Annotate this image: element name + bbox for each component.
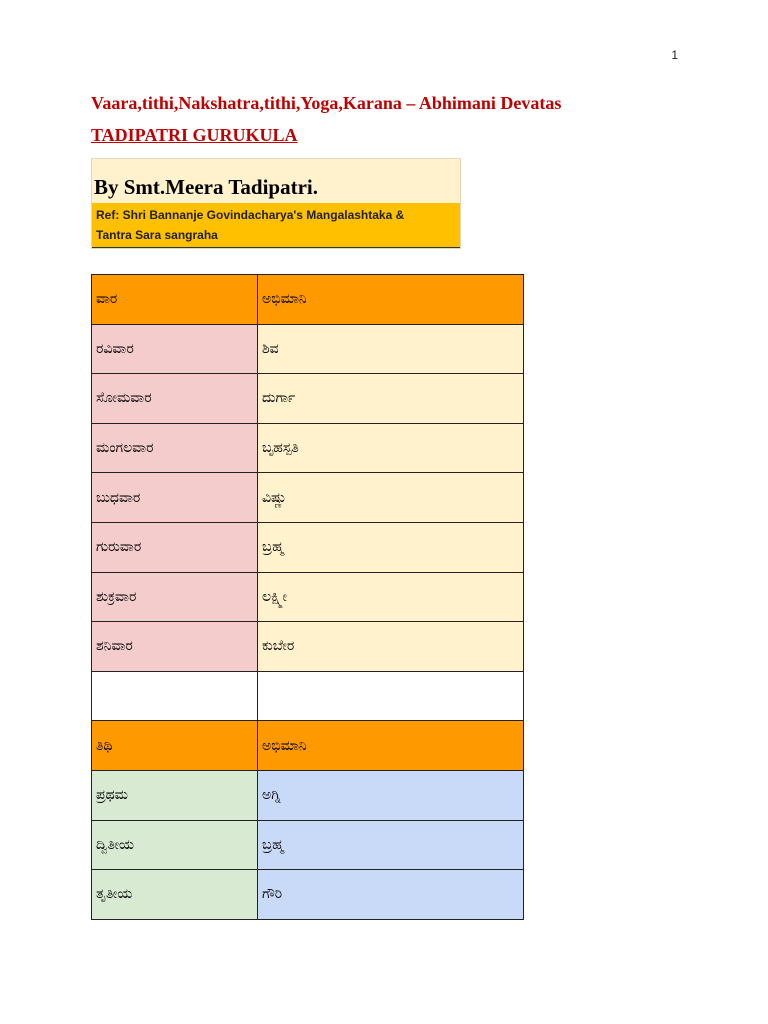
abhimani-cell: ದುರ್ಗಾ xyxy=(258,374,524,424)
document-title: Vaara,tithi,Nakshatra,tithi,Yoga,Karana – Abhimani Devatas xyxy=(91,93,562,113)
vara-cell: ಬುಧವಾರ xyxy=(92,473,258,523)
table-row xyxy=(92,473,524,523)
table-row xyxy=(92,522,524,572)
author-box xyxy=(91,158,461,249)
abhimani-header-cell: ಅಭಿಮಾನಿ xyxy=(258,275,524,325)
tithi-header-cell: ತಿಥಿ xyxy=(92,721,258,771)
abhimani-cell: ಶಿವ xyxy=(258,324,524,374)
abhimani-cell: ಬ್ರಹ್ಮ xyxy=(258,522,524,572)
tithi-cell: ಪ್ರಥಮ xyxy=(92,770,258,820)
blank-cell xyxy=(92,671,258,721)
table-row xyxy=(92,770,524,820)
document-subtitle: TADIPATRI GURUKULA xyxy=(91,125,298,145)
vara-cell: ಗುರುವಾರ xyxy=(92,522,258,572)
abhimani-cell: ಬ್ರಹ್ಮ xyxy=(258,820,524,870)
abhimani-cell: ಬೃಹಸ್ಪತಿ xyxy=(258,423,524,473)
vara-cell: ಶನಿವಾರ xyxy=(92,622,258,672)
abhimani-cell: ಕುಬೇರ xyxy=(258,622,524,672)
vara-cell: ರವಿವಾರ xyxy=(92,324,258,374)
vara-cell: ಸೋಮವಾರ xyxy=(92,374,258,424)
reference-note xyxy=(92,203,460,248)
blank-row xyxy=(92,671,524,721)
table-row xyxy=(92,374,524,424)
abhimani-header-cell: ಅಭಿಮಾನಿ xyxy=(258,721,524,771)
abhimani-cell: ವಿಷ್ಣು xyxy=(258,473,524,523)
table-row xyxy=(92,622,524,672)
tithi-cell: ದ್ವಿತೀಯ xyxy=(92,820,258,870)
table-row xyxy=(92,572,524,622)
vara-cell: ಶುಕ್ರವಾರ xyxy=(92,572,258,622)
page-number: 1 xyxy=(671,48,678,62)
table-row xyxy=(92,870,524,920)
author-name: By Smt.Meera Tadipatri. xyxy=(92,159,460,203)
reference-line-1: Ref: Shri Bannanje Govindacharya's Mangalashtaka & xyxy=(96,208,405,222)
abhimani-table xyxy=(91,274,524,920)
table-row xyxy=(92,423,524,473)
table-row xyxy=(92,820,524,870)
reference-line-2: Tantra Sara sangraha xyxy=(96,228,218,242)
vara-cell: ಮಂಗಲವಾರ xyxy=(92,423,258,473)
vara-header-cell: ವಾರ xyxy=(92,275,258,325)
tithi-header-row xyxy=(92,721,524,771)
blank-cell xyxy=(258,671,524,721)
vara-header-row xyxy=(92,275,524,325)
abhimani-cell: ಗೌರಿ xyxy=(258,870,524,920)
tithi-cell: ತೃತೀಯ xyxy=(92,870,258,920)
abhimani-cell: ಅಗ್ನಿ xyxy=(258,770,524,820)
abhimani-cell: ಲಕ್ಷ್ಮೀ xyxy=(258,572,524,622)
table-row xyxy=(92,324,524,374)
